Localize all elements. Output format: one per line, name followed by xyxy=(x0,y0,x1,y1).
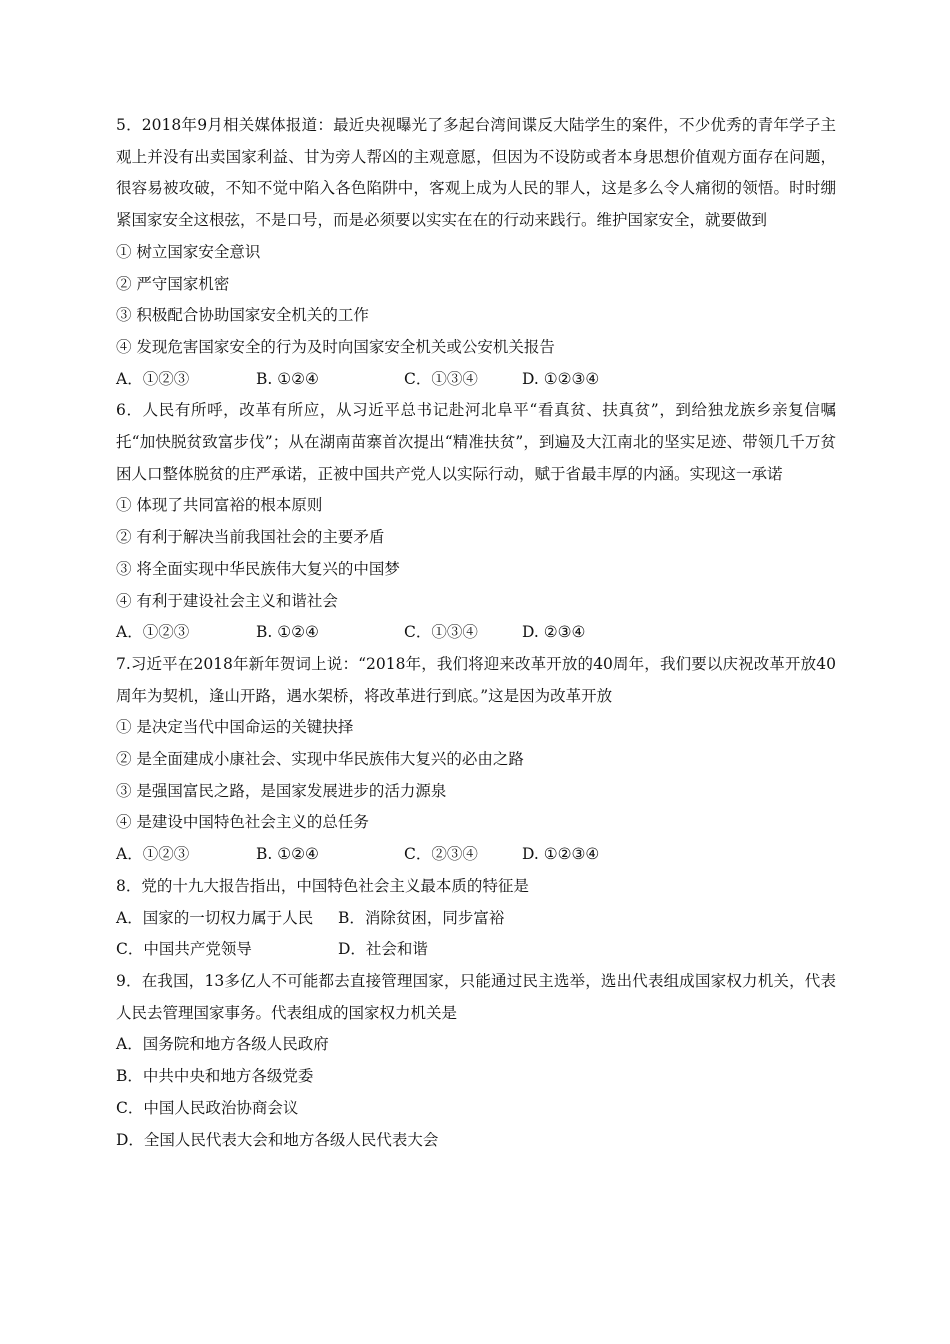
option-c: C．①③④ xyxy=(404,369,478,388)
question-stem: 9．在我国，13多亿人不可能都去直接管理国家，只能通过民主选举，选出代表组成国家权力机关，代表人民去管理国家事务。代表组成的国家权力机关是 xyxy=(116,971,836,1022)
option-d: D．全国人民代表大会和地方各级人民代表大会 xyxy=(116,1130,439,1149)
option-b: B．消除贫困，同步富裕 xyxy=(338,908,505,927)
statement-item: ② 是全面建成小康社会、实现中华民族伟大复兴的必由之路 xyxy=(116,750,524,769)
answer-options xyxy=(116,839,836,871)
statement-item: ④ 发现危害国家安全的行为及时向国家安全机关或公安机关报告 xyxy=(116,337,555,356)
question-stem: 7.习近平在2018年新年贺词上说：“2018年，我们将迎来改革开放的40周年，我们要以庆祝改革开放40周年为契机，逢山开路，遇水架桥，将改革进行到底。”这是因为改革开放 xyxy=(116,654,836,705)
option-a: A．①②③ xyxy=(116,845,190,864)
question-9 xyxy=(116,966,836,1156)
option-b: B. ①②④ xyxy=(256,623,319,642)
statement-item: ② 严守国家机密 xyxy=(116,274,230,293)
answer-options-row xyxy=(116,903,836,935)
option-d: D. ①②③④ xyxy=(522,369,600,388)
option-d: D. ②③④ xyxy=(522,623,586,642)
option-c: C．中国人民政治协商会议 xyxy=(116,1098,299,1117)
statement-item: ③ 是强国富民之路，是国家发展进步的活力源泉 xyxy=(116,781,447,800)
answer-options-row xyxy=(116,934,836,966)
question-stem: 6．人民有所呼，改革有所应，从习近平总书记赴河北阜平“看真贫、扶真贫”，到给独龙族乡亲复信嘱托“加快脱贫致富步伐”；从在湖南苗寨首次提出“精准扶贫”，到遍及大江南北的坚实足迹、带领几千万贫困人口整体脱贫的庄严承诺，正被中国共产党人以实际行动，赋于省最丰厚的内涵。实现这一承诺 xyxy=(116,401,836,483)
option-a: A．①②③ xyxy=(116,623,190,642)
answer-options xyxy=(116,364,836,396)
question-8 xyxy=(116,871,836,966)
option-b: B．中共中央和地方各级党委 xyxy=(116,1067,314,1086)
statement-item: ④ 是建设中国特色社会主义的总任务 xyxy=(116,813,369,832)
statement-item: ③ 将全面实现中华民族伟大复兴的中国梦 xyxy=(116,559,400,578)
option-b: B. ①②④ xyxy=(256,845,319,864)
answer-options xyxy=(116,617,836,649)
option-d: D. ①②③④ xyxy=(522,845,600,864)
statement-item: ① 是决定当代中国命运的关键抉择 xyxy=(116,718,354,737)
option-c: C．中国共产党领导 xyxy=(116,940,252,959)
option-c: C．①③④ xyxy=(404,623,478,642)
statement-item: ④ 有利于建设社会主义和谐社会 xyxy=(116,591,338,610)
option-d: D．社会和谐 xyxy=(338,940,428,959)
statement-item: ① 体现了共同富裕的根本原则 xyxy=(116,496,323,515)
question-7 xyxy=(116,649,836,871)
option-b: B. ①②④ xyxy=(256,369,319,388)
question-stem: 8．党的十九大报告指出，中国特色社会主义最本质的特征是 xyxy=(116,876,529,895)
statement-item: ③ 积极配合协助国家安全机关的工作 xyxy=(116,306,369,325)
statement-item: ① 树立国家安全意识 xyxy=(116,242,261,261)
question-5 xyxy=(116,110,836,395)
option-a: A．①②③ xyxy=(116,369,190,388)
exam-page xyxy=(116,110,836,1156)
question-6 xyxy=(116,395,836,649)
question-stem: 5．2018年9月相关媒体报道：最近央视曝光了多起台湾间谍反大陆学生的案件，不少优秀的青年学子主观上并没有出卖国家利益、甘为旁人帮凶的主观意愿，但因为不设防或者本身思想价值观方面存在问题，很容易被攻破，不知不觉中陷入各色陷阱中，客观上成为人民的罪人，这是多么令人痛彻的领悟。时时绷紧国家安全这根弦，不是口号，而是必须要以实实在在的行动来践行。维护国家安全，就要做到 xyxy=(116,116,836,230)
statement-item: ② 有利于解决当前我国社会的主要矛盾 xyxy=(116,528,385,547)
option-c: C．②③④ xyxy=(404,845,478,864)
option-a: A．国务院和地方各级人民政府 xyxy=(116,1035,329,1054)
option-a: A．国家的一切权力属于人民 xyxy=(116,908,314,927)
